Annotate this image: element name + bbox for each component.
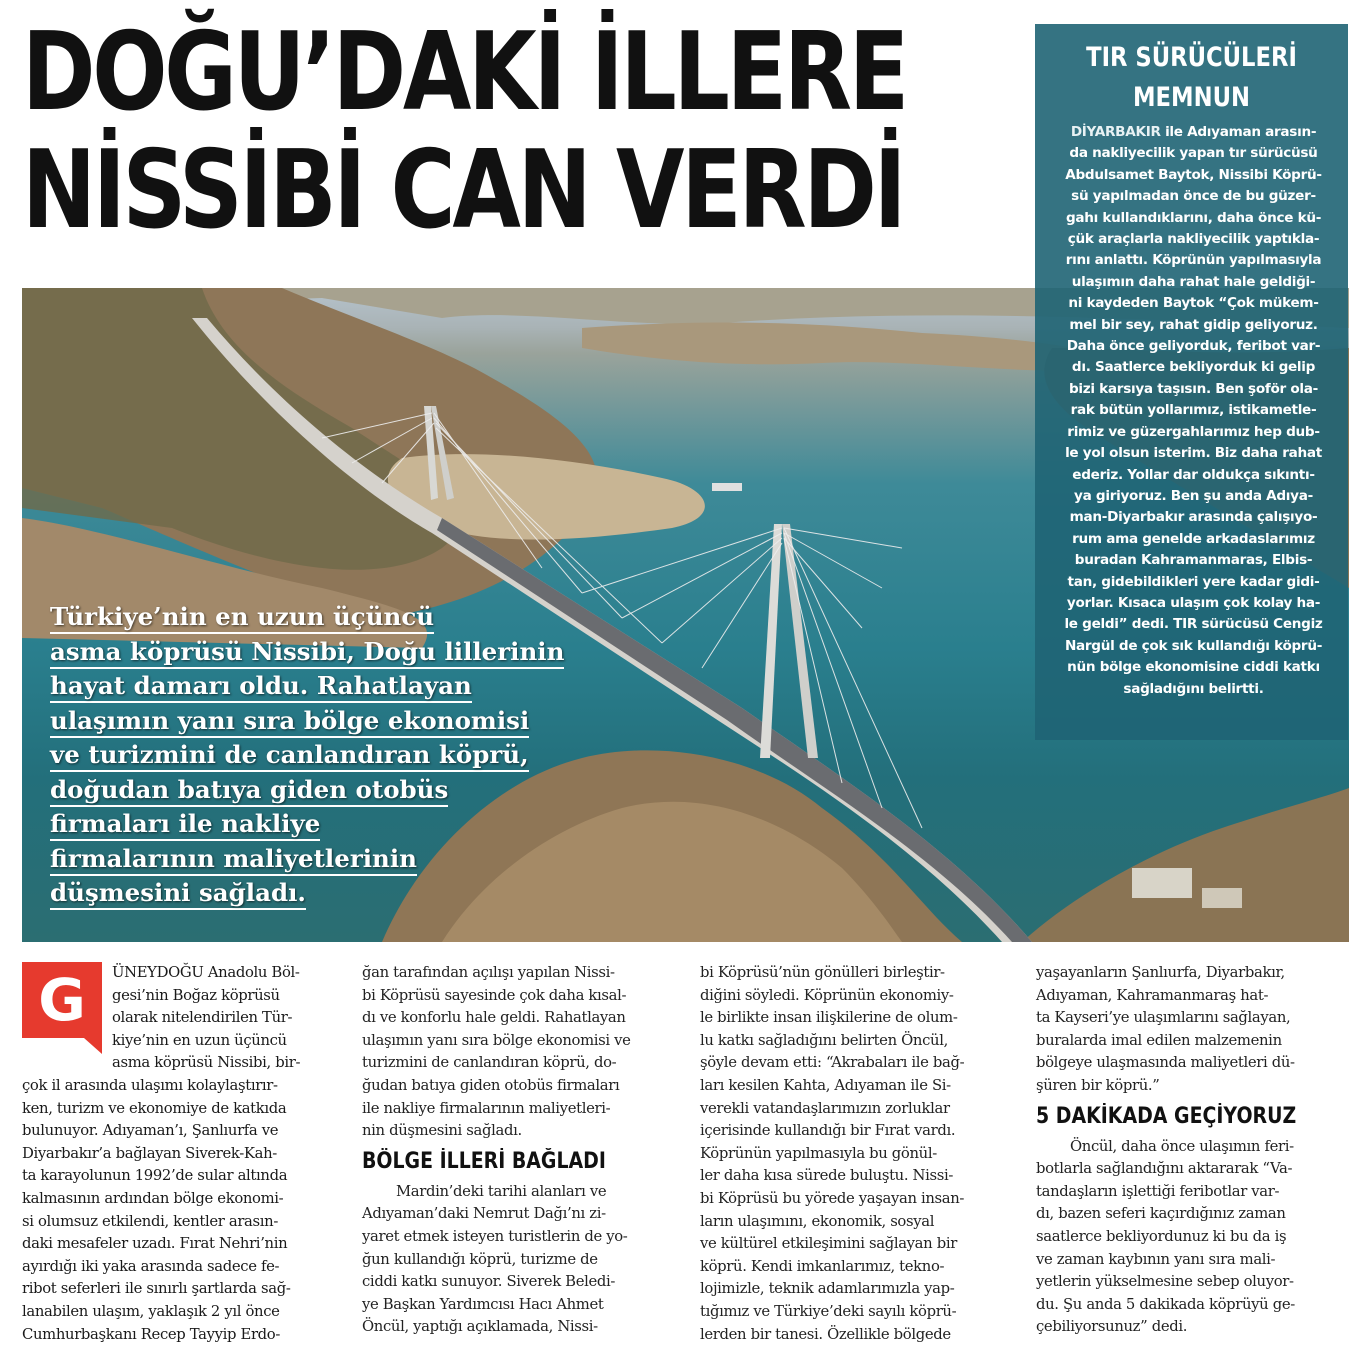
body-line: Mardin’deki tarihi alanları ve (396, 1182, 607, 1200)
caption-line (50, 773, 550, 808)
body-line: bölgeye ulaşmasında maliyetleri dü- (1036, 1054, 1295, 1072)
body-line: si olumsuz etkilendi, kentler arasın- (22, 1212, 278, 1230)
subheading: BÖLGE İLLERİ BAĞLADI (362, 1148, 606, 1174)
caption-text: firmaları ile nakliye (50, 809, 320, 841)
caption-line (50, 842, 550, 877)
body-line: dı, bazen seferi kaçırdığınız zaman (1036, 1205, 1286, 1223)
body-line: diğini söyledi. Köprünün ekonomiy- (700, 986, 954, 1004)
body-line: yaşayanların Şanlıurfa, Diyarbakır, (1036, 964, 1285, 981)
body-line: ler daha kısa sürede buluştu. Nissi- (700, 1167, 954, 1185)
sidebar-body (1047, 122, 1340, 700)
sidebar-line: yorlar. Kısaca ulaşım çok kolay ha- (1066, 594, 1321, 611)
sidebar-line: buradan Kahramanmaras, Elbis- (1074, 552, 1313, 569)
caption-line (50, 704, 550, 739)
body-line: gesi’nin Boğaz köprüsü (112, 986, 280, 1004)
caption-text: ve turizmini de canlandıran köprü, (50, 740, 529, 772)
sidebar-line: gahı kullandıklarını, daha önce kü- (1065, 209, 1322, 226)
body-line: yetlerin yükselmesine sebep oluyor- (1036, 1273, 1294, 1291)
column-1-body (22, 1075, 340, 1346)
body-line: ye Başkan Yardımcısı Hacı Ahmet (362, 1295, 604, 1313)
body-line: kalmasının ardından bölge ekonomi- (22, 1189, 284, 1207)
body-line: ciddi katkı sunuyor. Siverek Beledi- (362, 1273, 616, 1291)
body-line: bi Köprüsü’nün gönülleri birleştir- (700, 964, 945, 981)
sidebar-line: le yol olsun isterim. Biz daha rahat (1065, 445, 1322, 462)
caption-text: firmalarının maliyetlerinin (50, 844, 417, 876)
headline (22, 10, 907, 253)
sidebar-line: ulaşımın daha rahat hale geldiği- (1071, 273, 1316, 290)
lead-word: ÜNEYDOĞU (112, 964, 204, 981)
body-line: lu katkı sağladığını belirten Öncül, (700, 1031, 948, 1049)
sidebar-line: bizi karsıya taşısın. Ben şoför ola- (1068, 380, 1318, 397)
body-line: ken, turizm ve ekonomiye de katkıda (22, 1099, 287, 1117)
body-line: du. Şu anda 5 dakikada köprüyü ge- (1036, 1295, 1295, 1313)
body-line: lanabilen ulaşım, yaklaşık 2 yıl önce (22, 1302, 280, 1320)
sidebar-line: Nargül de çok sık kullandığı köprü- (1064, 637, 1323, 654)
caption-line (50, 600, 550, 635)
sidebar-title (1060, 38, 1323, 118)
body-line: bi Köprüsü sayesinde çok daha kısal- (362, 986, 627, 1004)
sidebar-line: rimiz ve güzergahlarımız hep dub- (1067, 423, 1320, 440)
subheading: 5 DAKİKADA GEÇİYORUZ (1036, 1103, 1297, 1129)
column-3 (700, 962, 1018, 1346)
sidebar-line (1047, 122, 1340, 143)
caption-text: doğudan batıya giden otobüs (50, 775, 448, 807)
body-line: tandaşların işlettiği feribotlar var- (1036, 1182, 1280, 1200)
body-line: nin düşmesini sağladı. (362, 1122, 522, 1140)
sidebar-line: le geldi” dedi. TIR sürücüsü Cengiz (1064, 616, 1323, 633)
body-line: ile nakliye firmalarının maliyetleri- (362, 1099, 611, 1117)
sidebar-lead-word: DİYARBAKIR (1070, 124, 1161, 140)
body-line: tığımız ve Türkiye’deki sayılı köprü- (700, 1302, 957, 1320)
sidebar-box (1035, 24, 1348, 740)
sidebar-title-line-1: TIR SÜRÜCÜLERİ (1086, 42, 1297, 73)
sidebar-line: ederiz. Yollar dar oldukça sıkıntı- (1072, 466, 1315, 483)
body-line: ta Kayseri’ye ulaşımlarını sağlayan, (1036, 1009, 1291, 1027)
sidebar-line: sü yapılmadan önce de bu güzer- (1071, 188, 1316, 205)
body-line: ları kesilen Kahta, Adıyaman ile Si- (700, 1076, 951, 1094)
body-line: turizmini de canlandıran köprü, do- (362, 1054, 617, 1072)
sidebar-text: ile Adıyaman arasın- (1160, 124, 1317, 140)
body-line: ayırdığı iki yaka arasında sadece fe- (22, 1257, 280, 1275)
body-line: şöyle devam etti: “Akrabaları ile bağ- (700, 1054, 965, 1072)
sidebar-line: rum ama genelde arkadaslarımız (1072, 530, 1315, 547)
body-line: köprü. Kendi imkanlarımız, tekno- (700, 1257, 945, 1275)
body-line: ta karayolunun 1992’de sular altında (22, 1167, 288, 1185)
body-line: çok il arasında ulaşımı kolaylaştırır- (22, 1077, 278, 1094)
body-line (112, 962, 340, 985)
body-line: bi Köprüsü bu yörede yaşayan insan- (700, 1189, 965, 1207)
body-line: Adıyaman’daki Nemrut Dağı’nı zi- (362, 1205, 606, 1223)
body-line: lerden bir tanesi. Özellikle bölgede (700, 1325, 951, 1343)
body-line: le birlikte insan ilişkilerine de olum- (700, 1009, 958, 1027)
column-1-intro (112, 962, 340, 1075)
body-line: asma köprüsü Nissibi, bir- (112, 1054, 301, 1072)
sidebar-line: rını anlattı. Köprünün yapılmasıyla (1065, 252, 1322, 269)
body-line: Öncül, yaptığı açıklamada, Nissi- (362, 1318, 598, 1336)
caption-text: ulaşımın yanı sıra bölge ekonomisi (50, 706, 529, 738)
body-line: ların ulaşımını, ekonomik, sosyal (700, 1212, 935, 1230)
sidebar-line: nün bölge ekonomisine ciddi katkı (1067, 659, 1320, 676)
body-line: ğan tarafından açılışı yapılan Nissi- (362, 964, 615, 981)
caption-text: düşmesini sağladı. (50, 878, 306, 910)
drop-cap: G (22, 962, 102, 1038)
caption-line (50, 635, 565, 670)
column-4 (1036, 962, 1354, 1339)
body-line: Öncül, daha önce ulaşımın feri- (1070, 1137, 1294, 1155)
headline-line-2: NİSSİBİ CAN VERDİ (22, 128, 904, 253)
body-line: buralarda imal edilen malzemenin (1036, 1031, 1282, 1049)
column-2 (362, 962, 680, 1339)
caption-line (50, 738, 550, 773)
sidebar-title-line-2: MEMNUN (1132, 82, 1251, 113)
headline-line-1: DOĞU’DAKİ İLLERE (22, 10, 907, 135)
body-line: bulunuyor. Adıyaman’ı, Şanlıurfa ve (22, 1122, 279, 1140)
caption-line (50, 807, 550, 842)
body-line: ve zaman kaybının yanı sıra mali- (1036, 1250, 1276, 1268)
body-line: çebiliyorsunuz” dedi. (1036, 1318, 1188, 1336)
caption-line (50, 669, 550, 704)
body-line: saatlerce bekliyordunuz ki bu da iş (1036, 1227, 1287, 1245)
body-line: ğudan batıya giden otobüs firmaları (362, 1076, 620, 1094)
caption-text: hayat damarı oldu. Rahatlayan (50, 671, 472, 703)
body-line: verekli vatandaşlarımızın zorluklar (700, 1099, 950, 1117)
body-line: Köprünün yapılmasıyla bu gönül- (700, 1144, 937, 1162)
caption-text: asma köprüsü Nissibi, Doğu lillerinin (50, 637, 564, 669)
sidebar-line: Abdulsamet Baytok, Nissibi Köprü- (1065, 166, 1322, 183)
sidebar-line: ni kaydeden Baytok “Çok mükem- (1068, 295, 1319, 312)
body-line: botlarla sağlandığını aktararak “Va- (1036, 1160, 1293, 1178)
sidebar-line: man-Diyarbakır arasında çalışıyo- (1069, 509, 1318, 526)
body-line: dı ve konforlu hale geldi. Rahatlayan (362, 1009, 626, 1027)
body-line: daki mesafeler uzadı. Fırat Nehri’nin (22, 1235, 288, 1253)
caption-text: Türkiye’nin en uzun üçüncü (50, 602, 434, 634)
sidebar-line: ya giriyoruz. Ben şu anda Adıya- (1074, 487, 1313, 504)
body-text: Anadolu Böl- (203, 964, 300, 981)
body-line: ve kültürel etkileşimini sağlayan bir (700, 1235, 957, 1253)
sidebar-line: çük araçlarla nakliyecilik yaptıkla- (1067, 231, 1320, 248)
sidebar-line: rak bütün yollarımız, istikametle- (1070, 402, 1317, 419)
sidebar-line: Daha önce geliyorduk, feribot var- (1066, 338, 1321, 355)
body-line: Diyarbakır’a bağlayan Siverek-Kah- (22, 1144, 277, 1162)
body-line: içerisinde kullandığı bir Fırat vardı. (700, 1122, 956, 1140)
body-line: lojimizle, teknik adamlarımızla yap- (700, 1280, 955, 1298)
body-line: ribot seferleri ile sınırlı şartlarda sağ- (22, 1280, 291, 1298)
sidebar-line: da nakliyecilik yapan tır sürücüsü (1069, 145, 1318, 162)
body-line: yaret etmek isteyen turistlerin de yo- (362, 1227, 628, 1245)
body-line: ulaşımın yanı sıra bölge ekonomisi ve (362, 1031, 631, 1049)
body-line: olarak nitelendirilen Tür- (112, 1009, 293, 1027)
body-line: Adıyaman, Kahramanmaraş hat- (1036, 986, 1269, 1004)
caption-line (50, 876, 550, 911)
body-line: ğun kullandığı köprü, turizme de (362, 1250, 598, 1268)
body-line: şüren bir köprü.” (1036, 1076, 1160, 1094)
body-line: Cumhurbaşkanı Recep Tayyip Erdo- (22, 1325, 280, 1343)
sidebar-line: tan, gidebildikleri yere kadar gidi- (1067, 573, 1320, 590)
sidebar-line: sağladığını belirtti. (1123, 680, 1264, 697)
photo-caption (50, 600, 565, 911)
body-line: kiye’nin en uzun üçüncü (112, 1031, 287, 1049)
sidebar-line: mel bir sey, rahat gidip geliyoruz. (1069, 316, 1318, 333)
sidebar-line: dı. Saatlerce bekliyorduk ki gelip (1071, 359, 1316, 376)
